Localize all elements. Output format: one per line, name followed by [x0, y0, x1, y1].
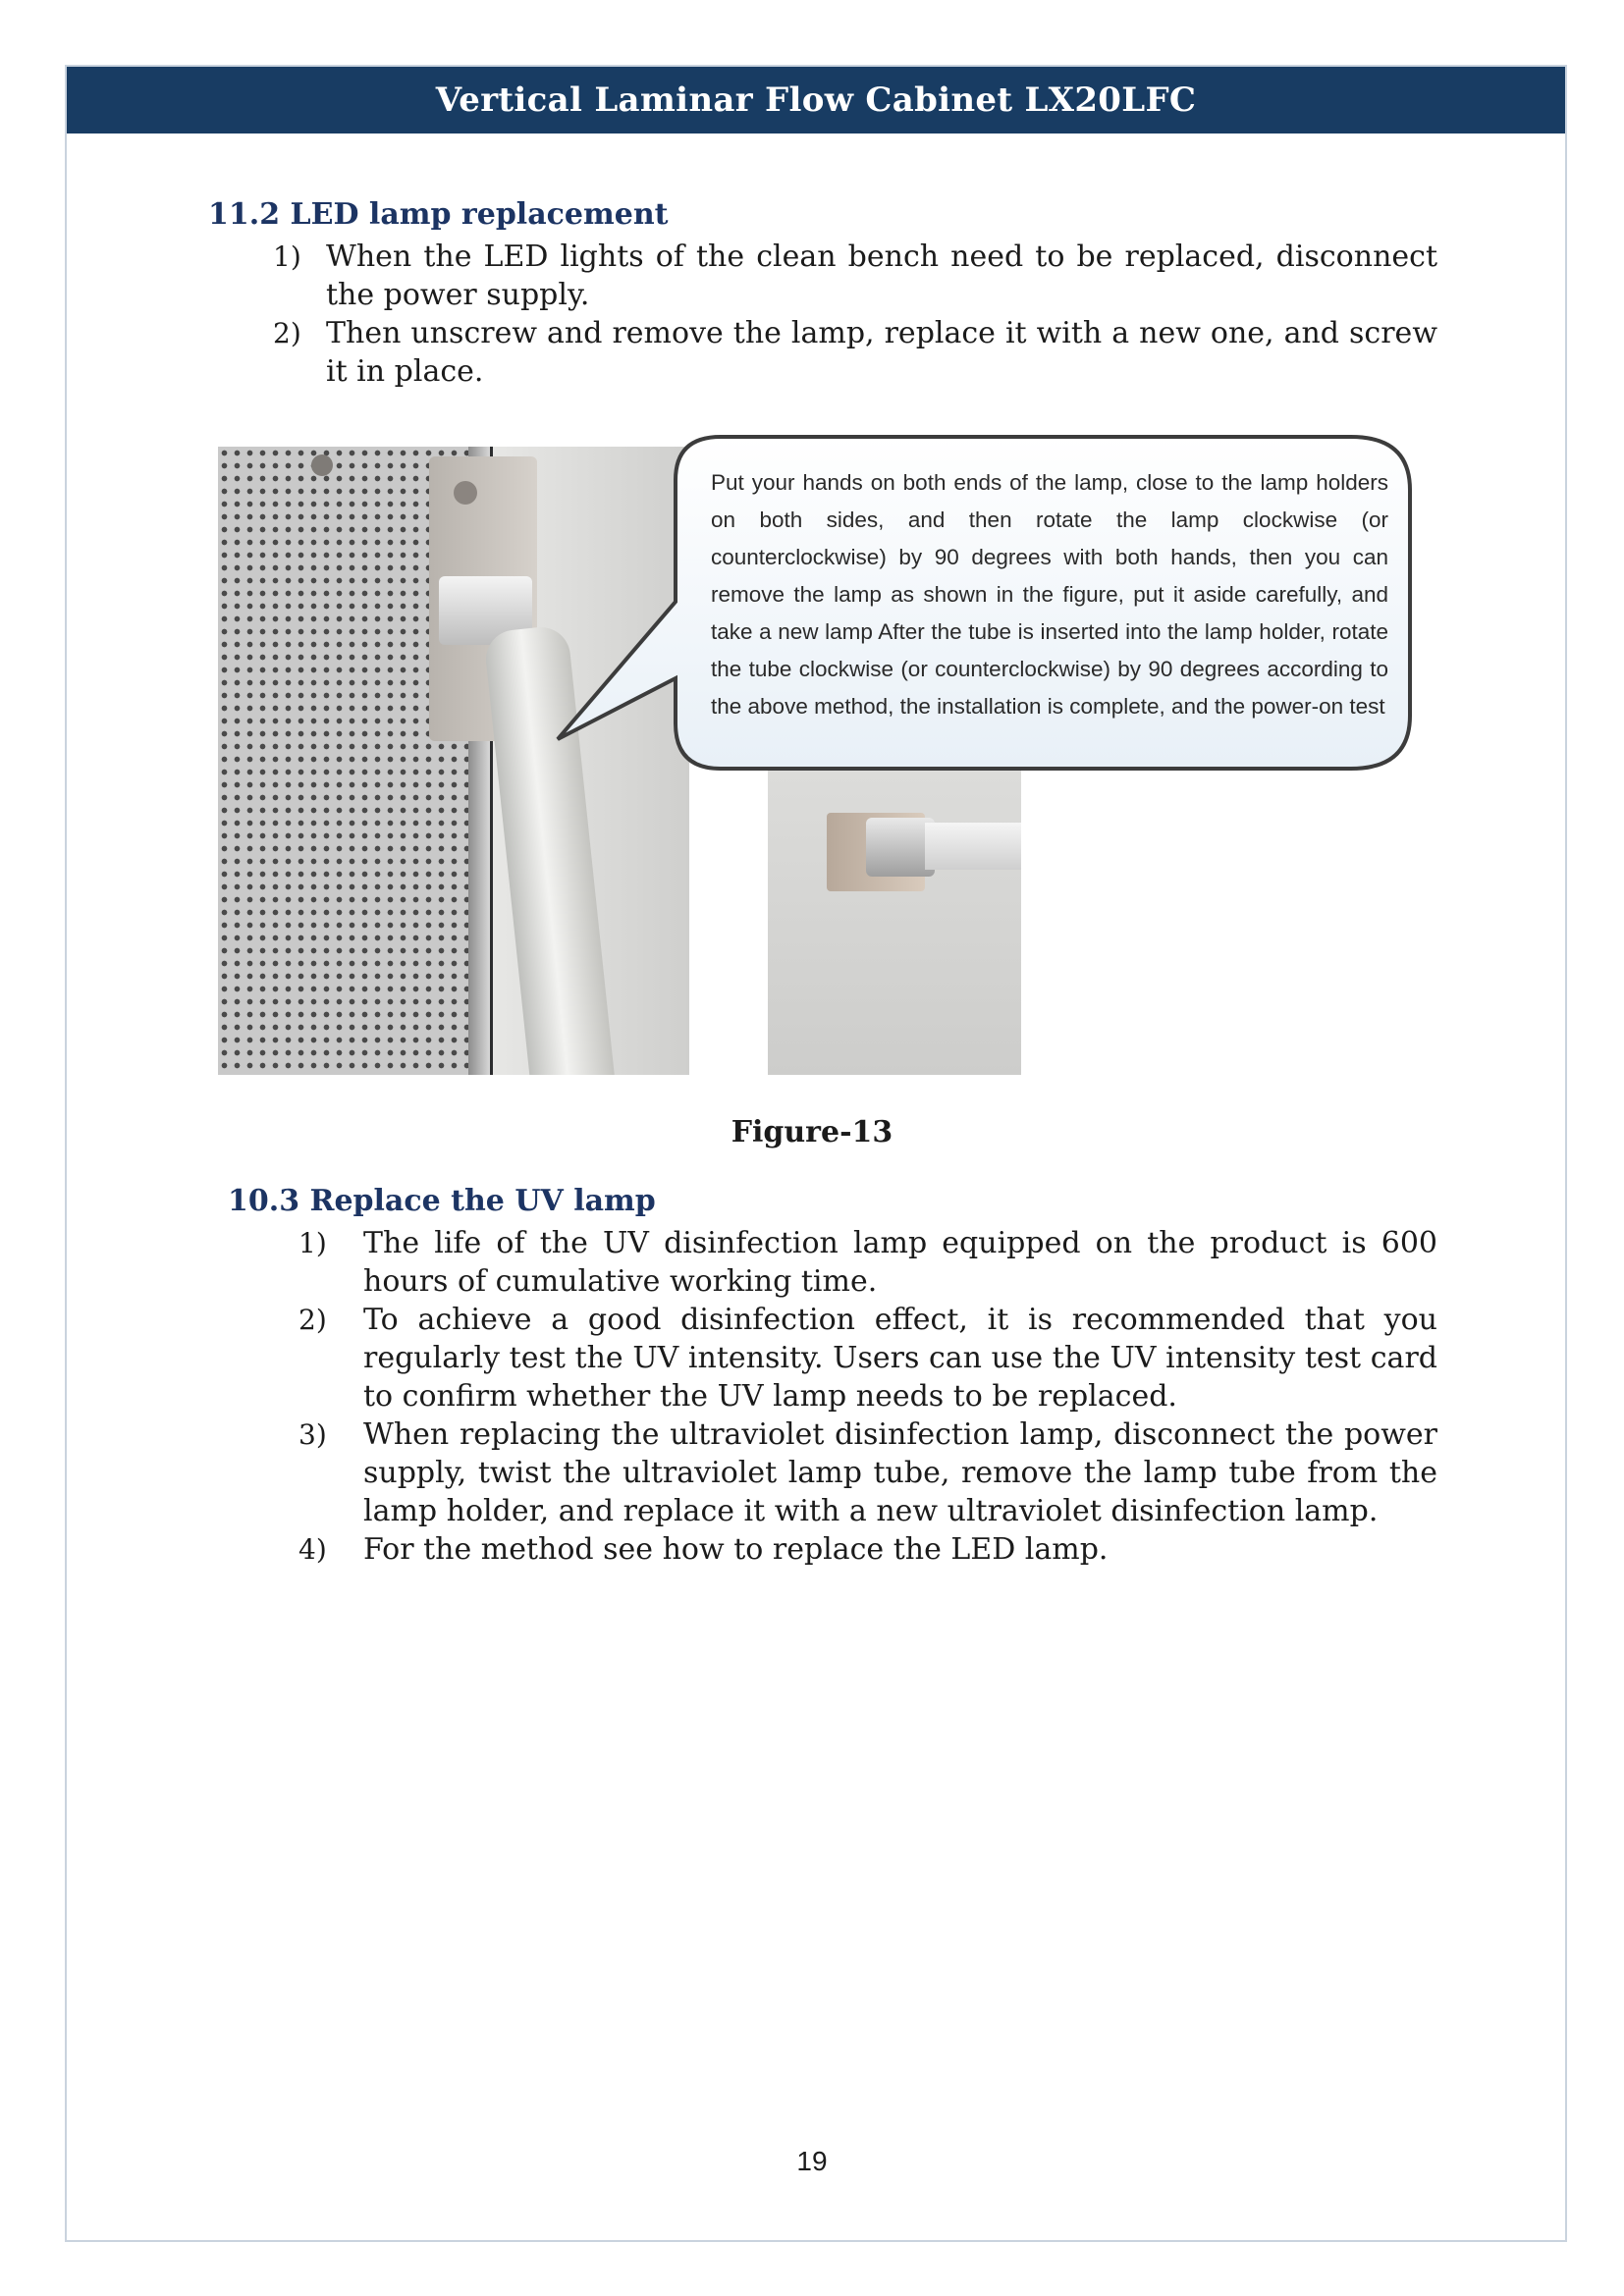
- screw-icon: [454, 481, 477, 505]
- step-number: 3): [298, 1418, 327, 1451]
- lamp-tube-end: [925, 823, 1021, 870]
- step-text: To achieve a good disinfection effect, it is recommended that you regularly test the UV intensity. Users can use the UV intensity test card to confirm whether the UV lamp needs to be replaced.: [363, 1303, 1437, 1414]
- step-text: When replacing the ultraviolet disinfection lamp, disconnect the power supply, twist the ultraviolet lamp tube, remove the lamp tube from the lamp holder, and replace it with a new ultraviolet disinfection lamp.: [363, 1417, 1437, 1528]
- document-title: Vertical Laminar Flow Cabinet LX20LFC: [435, 80, 1197, 120]
- figure-13: [218, 435, 1414, 1075]
- led-step-1: [273, 238, 1437, 314]
- callout-text: Put your hands on both ends of the lamp, close to the lamp holders on both sides, and then rotate the lamp clockwise (or counterclockwise) by 90 degrees with both hands, then you can remove the lamp as shown in the figure, put it aside carefully, and take a new lamp After the tube is inserted into the lamp holder, rotate the tube clockwise (or counterclockwise) by 90 degrees according to the above method, the installation is complete, and the power-on test: [711, 470, 1388, 719]
- step-number: 2): [273, 317, 301, 349]
- uv-step-1: [298, 1224, 1437, 1301]
- instruction-callout: [676, 435, 1412, 774]
- uv-steps-list: [298, 1224, 1437, 1569]
- section-title-replace-uv-lamp: 10.3 Replace the UV lamp: [228, 1184, 656, 1218]
- uv-step-3: [298, 1415, 1437, 1530]
- figure-caption: Figure-13: [731, 1115, 893, 1149]
- uv-step-4: [298, 1530, 1437, 1569]
- step-number: 2): [298, 1304, 327, 1336]
- step-text: The life of the UV disinfection lamp equipped on the product is 600 hours of cumulative working time.: [363, 1226, 1437, 1299]
- document-header: [67, 67, 1565, 133]
- page-border: [65, 65, 1567, 2242]
- led-steps-list: [273, 238, 1437, 391]
- section-title-led-lamp-replacement: 11.2 LED lamp replacement: [208, 197, 669, 232]
- step-number: 1): [273, 240, 301, 273]
- page-number: 19: [796, 2146, 828, 2176]
- step-text: Then unscrew and remove the lamp, replace it with a new one, and screw it in place.: [326, 316, 1437, 389]
- lamp-holder-closeup-photo: [768, 769, 1021, 1075]
- screw-icon: [311, 454, 333, 476]
- led-step-2: [273, 314, 1437, 391]
- step-text: When the LED lights of the clean bench need to be replaced, disconnect the power supply.: [326, 240, 1437, 312]
- uv-step-2: [298, 1301, 1437, 1415]
- step-text: For the method see how to replace the LED lamp.: [363, 1532, 1109, 1567]
- step-number: 1): [298, 1227, 327, 1259]
- step-number: 4): [298, 1533, 327, 1566]
